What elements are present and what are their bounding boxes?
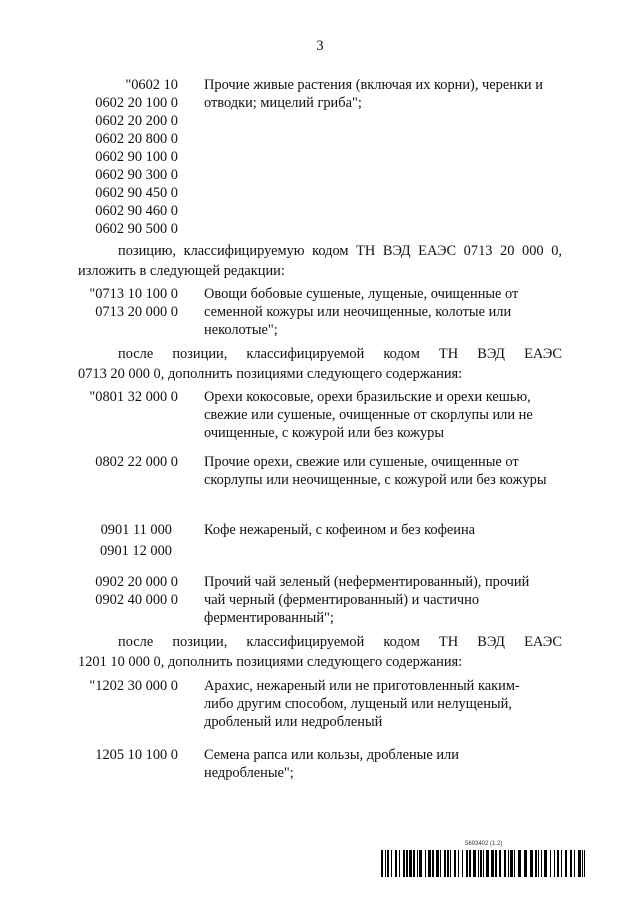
barcode-image (381, 850, 585, 877)
code-list (89, 388, 178, 406)
paragraph-line: после позиции, классифицируемой кодом ТН ВЭД ЕАЭС (118, 346, 562, 362)
paragraph-line: изложить в следующей редакции: (78, 263, 285, 279)
entry-description: Прочий чай зеленый (неферментированный), прочий чай черный (ферментированный) и частично ферментированный"; (204, 574, 530, 626)
code: "0602 10 (125, 77, 178, 93)
entry-description: Кофе нежареный, с кофеином и без кофеина (204, 522, 476, 538)
code-list (89, 677, 178, 695)
instruction-paragraph (78, 632, 562, 672)
code: 0602 20 100 0 (95, 95, 178, 111)
code: 0901 12 000 (100, 543, 172, 559)
code: 0713 20 000 0 (95, 304, 178, 320)
code: 0802 22 000 0 (95, 454, 178, 470)
barcode-number: 5693402 (1.2) (465, 841, 503, 847)
page-number: 3 (316, 38, 324, 54)
entry-description: Орехи кокосовые, орехи бразильские и орехи кешью, свежие или сушеные, очищенные от скорлупы или не очищенные, с кожурой или без кожуры (204, 389, 533, 441)
code: 0602 20 800 0 (95, 131, 178, 147)
code-list (100, 521, 172, 560)
code: "1202 30 000 0 (89, 678, 178, 694)
code: 0602 90 300 0 (95, 167, 178, 183)
entry-description: Прочие живые растения (включая их корни), черенки и отводки; мицелий гриба"; (204, 77, 543, 111)
code-list (89, 285, 178, 321)
code: 0902 20 000 0 (95, 574, 178, 590)
instruction-paragraph (78, 344, 562, 384)
entry-description: Семена рапса или кользы, дробленые или недробленые"; (204, 747, 459, 781)
paragraph-line: 1201 10 000 0, дополнить позициями следующего содержания: (78, 654, 463, 670)
code: 0602 90 100 0 (95, 149, 178, 165)
code: 0602 20 200 0 (95, 113, 178, 129)
code: 0602 90 450 0 (95, 185, 178, 201)
code: "0801 32 000 0 (89, 389, 178, 405)
paragraph-line: позицию, классифицируемую кодом ТН ВЭД ЕАЭС 0713 20 000 0, (118, 243, 562, 259)
entry-description: Прочие орехи, свежие или сушеные, очищенные от скорлупы или неочищенные, с кожурой или без кожуры (204, 454, 547, 488)
entry-description: Овощи бобовые сушеные, лущеные, очищенные от семенной кожуры или неочищенные, колотые или неколотые"; (204, 286, 519, 338)
code: 1205 10 100 0 (95, 747, 178, 763)
code-list (95, 746, 178, 764)
code: 0602 90 500 0 (95, 221, 178, 237)
code: "0713 10 100 0 (89, 286, 178, 302)
paragraph-line: 0713 20 000 0, дополнить позициями следующего содержания: (78, 366, 463, 382)
code: 0602 90 460 0 (95, 203, 178, 219)
code-list (95, 76, 178, 238)
code-list (95, 573, 178, 609)
code: 0902 40 000 0 (95, 592, 178, 608)
paragraph-line: после позиции, классифицируемой кодом ТН ВЭД ЕАЭС (118, 634, 562, 650)
entry-description: Арахис, нежареный или не приготовленный каким-либо другим способом, лущеный или нелущеный, дробленый или недробленый (204, 678, 520, 730)
code: 0901 11 000 (100, 522, 172, 538)
code-list (95, 453, 178, 471)
instruction-paragraph (78, 241, 562, 281)
